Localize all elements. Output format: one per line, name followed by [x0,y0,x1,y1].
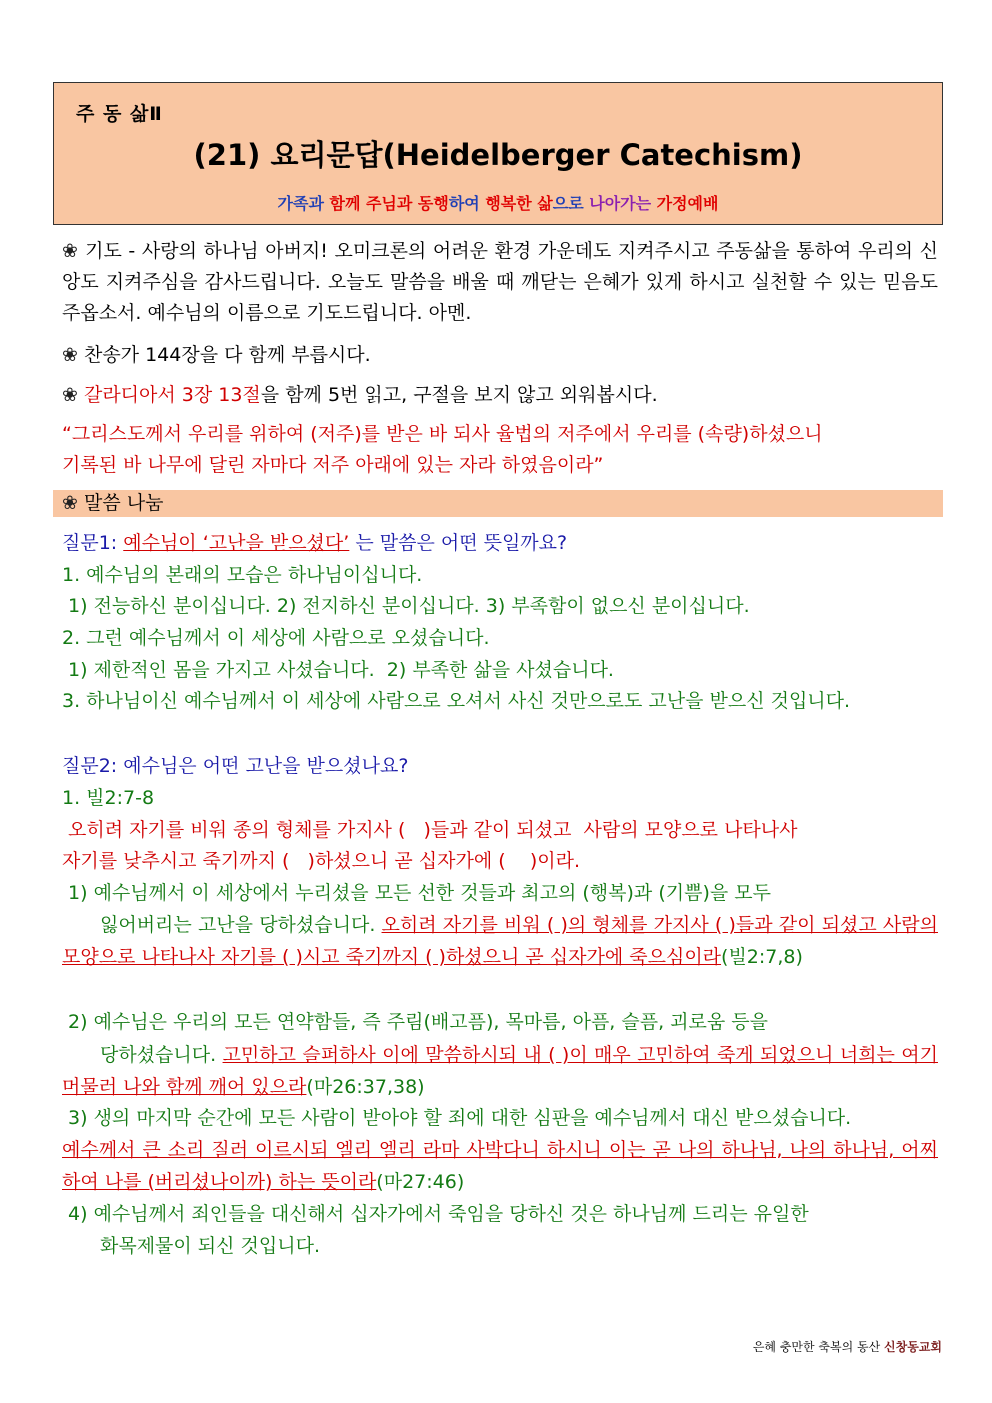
question-2: 질문2: 예수님은 어떤 고난을 받으셨나요? [62,755,409,777]
answer-line: 1) 제한적인 몸을 가지고 사셨습니다. 2) 부족한 삶을 사셨습니다. [62,659,614,681]
point-3-line: 3) 생의 마지막 순간에 모든 사람이 받아야 할 죄에 대한 심판을 예수님께서 대신 받으셨습니다. [62,1107,852,1129]
flower-icon: ❀ [62,492,78,514]
point-4-line-2: 화목제물이 되신 것입니다. [100,1235,321,1257]
subtitle-part: 나아가는 [589,194,657,213]
point-1-scripture: 오히려 자기를 비워 ( )의 형체를 가지사 ( )들과 같이 되셨고 사람의 모양으로 나타나사 자기를 ( )시고 죽기까지 ( )하셨으니 곧 십자가에 죽으심이라 [62,914,938,968]
memory-instruction: 을 함께 5번 읽고, 구절을 보지 않고 외워봅시다. [260,384,658,406]
answer-line: 1) 전능하신 분이십니다. 2) 전지하신 분이십니다. 3) 부족함이 없으신 분이십니다. [62,595,750,617]
hymn-line [62,341,371,369]
subtitle-part: 삶 [537,194,553,213]
subtitle [54,191,942,214]
memory-line [62,381,658,409]
flower-icon: ❀ [62,384,78,406]
subtitle-part: 가정예배 [656,194,719,213]
subtitle-part: 동행 [417,194,449,213]
point-1-reference: (빌2:7,8) [721,946,803,968]
page-title: (21) 요리문답(Heidelberger Catechism) [193,138,803,172]
q2-reference: 1. 빌2:7-8 [62,787,155,809]
subtitle-part: 하여 [448,194,486,213]
share-label: 말씀 나눔 [83,492,164,514]
answer-line: 3. 하나님이신 예수님께서 이 세상에 사람으로 오셔서 사신 것만으로도 고난을 받으신 것입니다. [62,690,851,712]
share-section-bar [53,490,943,517]
footer [753,1338,942,1355]
q2-verse-line-1: 오히려 자기를 비워 종의 형체를 가지사 ( )들과 같이 되셨고 사람의 모양으로 나타나사 [62,819,798,841]
question-1 [62,529,567,557]
point-2-line: 2) 예수님은 우리의 모든 연약함들, 즉 주림(배고픔), 목마름, 아픔, 슬픔, 괴로움 등을 [62,1011,768,1033]
point-1-text: 잃어버리는 고난을 당하셨습니다. [100,914,382,936]
memory-reference: 갈라디아서 3장 13절 [83,384,261,406]
point-3-body [62,1134,938,1198]
answer-line: 1. 예수님의 본래의 모습은 하나님이십니다. [62,564,423,586]
point-4-line: 4) 예수님께서 죄인들을 대신해서 십자가에서 죽임을 당하신 것은 하나님께 드리는 유일한 [62,1203,809,1225]
question-1-prefix: 질문1: [62,532,124,554]
church-name: 신창동교회 [884,1340,942,1354]
answer-line: 2. 그런 예수님께서 이 세상에 사람으로 오셨습니다. [62,627,490,649]
prayer-text: 기도 - 사랑의 하나님 아버지! 오미크론의 어려운 환경 가운데도 지켜주시고 주동삶을 통하여 우리의 신앙도 지켜주심을 감사드립니다. 오늘도 말씀을 배울 때 깨닫는 은혜가 있게 하시고 실천할 수 있는 믿음도 주옵소서. 예수님의 이름으로 기도드립니다. 아멘. [62,240,938,324]
prayer-paragraph [62,236,938,329]
subtitle-part: 함께 [329,194,366,213]
flower-icon: ❀ [62,344,78,366]
point-1-line: 1) 예수님께서 이 세상에서 누리셨을 모든 선한 것들과 최고의 (행복)과 (기쁨)을 모두 [62,882,771,904]
subtitle-part: 행복한 [485,194,538,213]
subtitle-part: 으로 [552,194,590,213]
question-1-suffix: 는 말씀은 어떤 뜻일까요? [349,532,568,554]
flower-icon: ❀ [62,240,79,262]
subtitle-part: 주님과 [365,194,418,213]
point-2-body [62,1039,938,1103]
point-2-reference: (마26:37,38) [306,1076,425,1098]
subtitle-part: 가족과 [277,194,330,213]
point-2-scripture: 고민하고 슬퍼하사 이에 말씀하시되 내 ( )이 매우 고민하여 죽게 되었으니 너희는 여기 머물러 나와 함께 깨어 있으라 [62,1044,938,1098]
hymn-text: 찬송가 144장을 다 함께 부릅시다. [83,344,371,366]
series-label: 주 동 삶Ⅱ [76,103,163,125]
point-3-reference: (마27:46) [376,1171,465,1193]
point-3-scripture: 예수께서 큰 소리 질러 이르시되 엘리 엘리 라마 사박다니 하시니 이는 곧 나의 하나님, 나의 하나님, 어찌하여 나를 (버리셨나이까) 하는 뜻이라 [62,1139,938,1193]
memory-verse-line-1: “그리스도께서 우리를 위하여 (저주)를 받은 바 되사 율법의 저주에서 우리를 (속량)하셨으니 [62,423,823,445]
q2-verse-line-2: 자기를 낮추시고 죽기까지 ( )하셨으니 곧 십자가에 ( )이라. [62,850,580,872]
header-box [53,82,943,225]
point-2-text: 당하셨습니다. [100,1044,223,1066]
question-1-keyword: 예수님이 ‘고난을 받으셨다’ [123,532,350,554]
footer-text: 은혜 충만한 축복의 동산 [752,1340,885,1354]
memory-verse-line-2: 기록된 바 나무에 달린 자마다 저주 아래에 있는 자라 하였음이라” [62,454,604,476]
point-1-body [62,909,938,973]
